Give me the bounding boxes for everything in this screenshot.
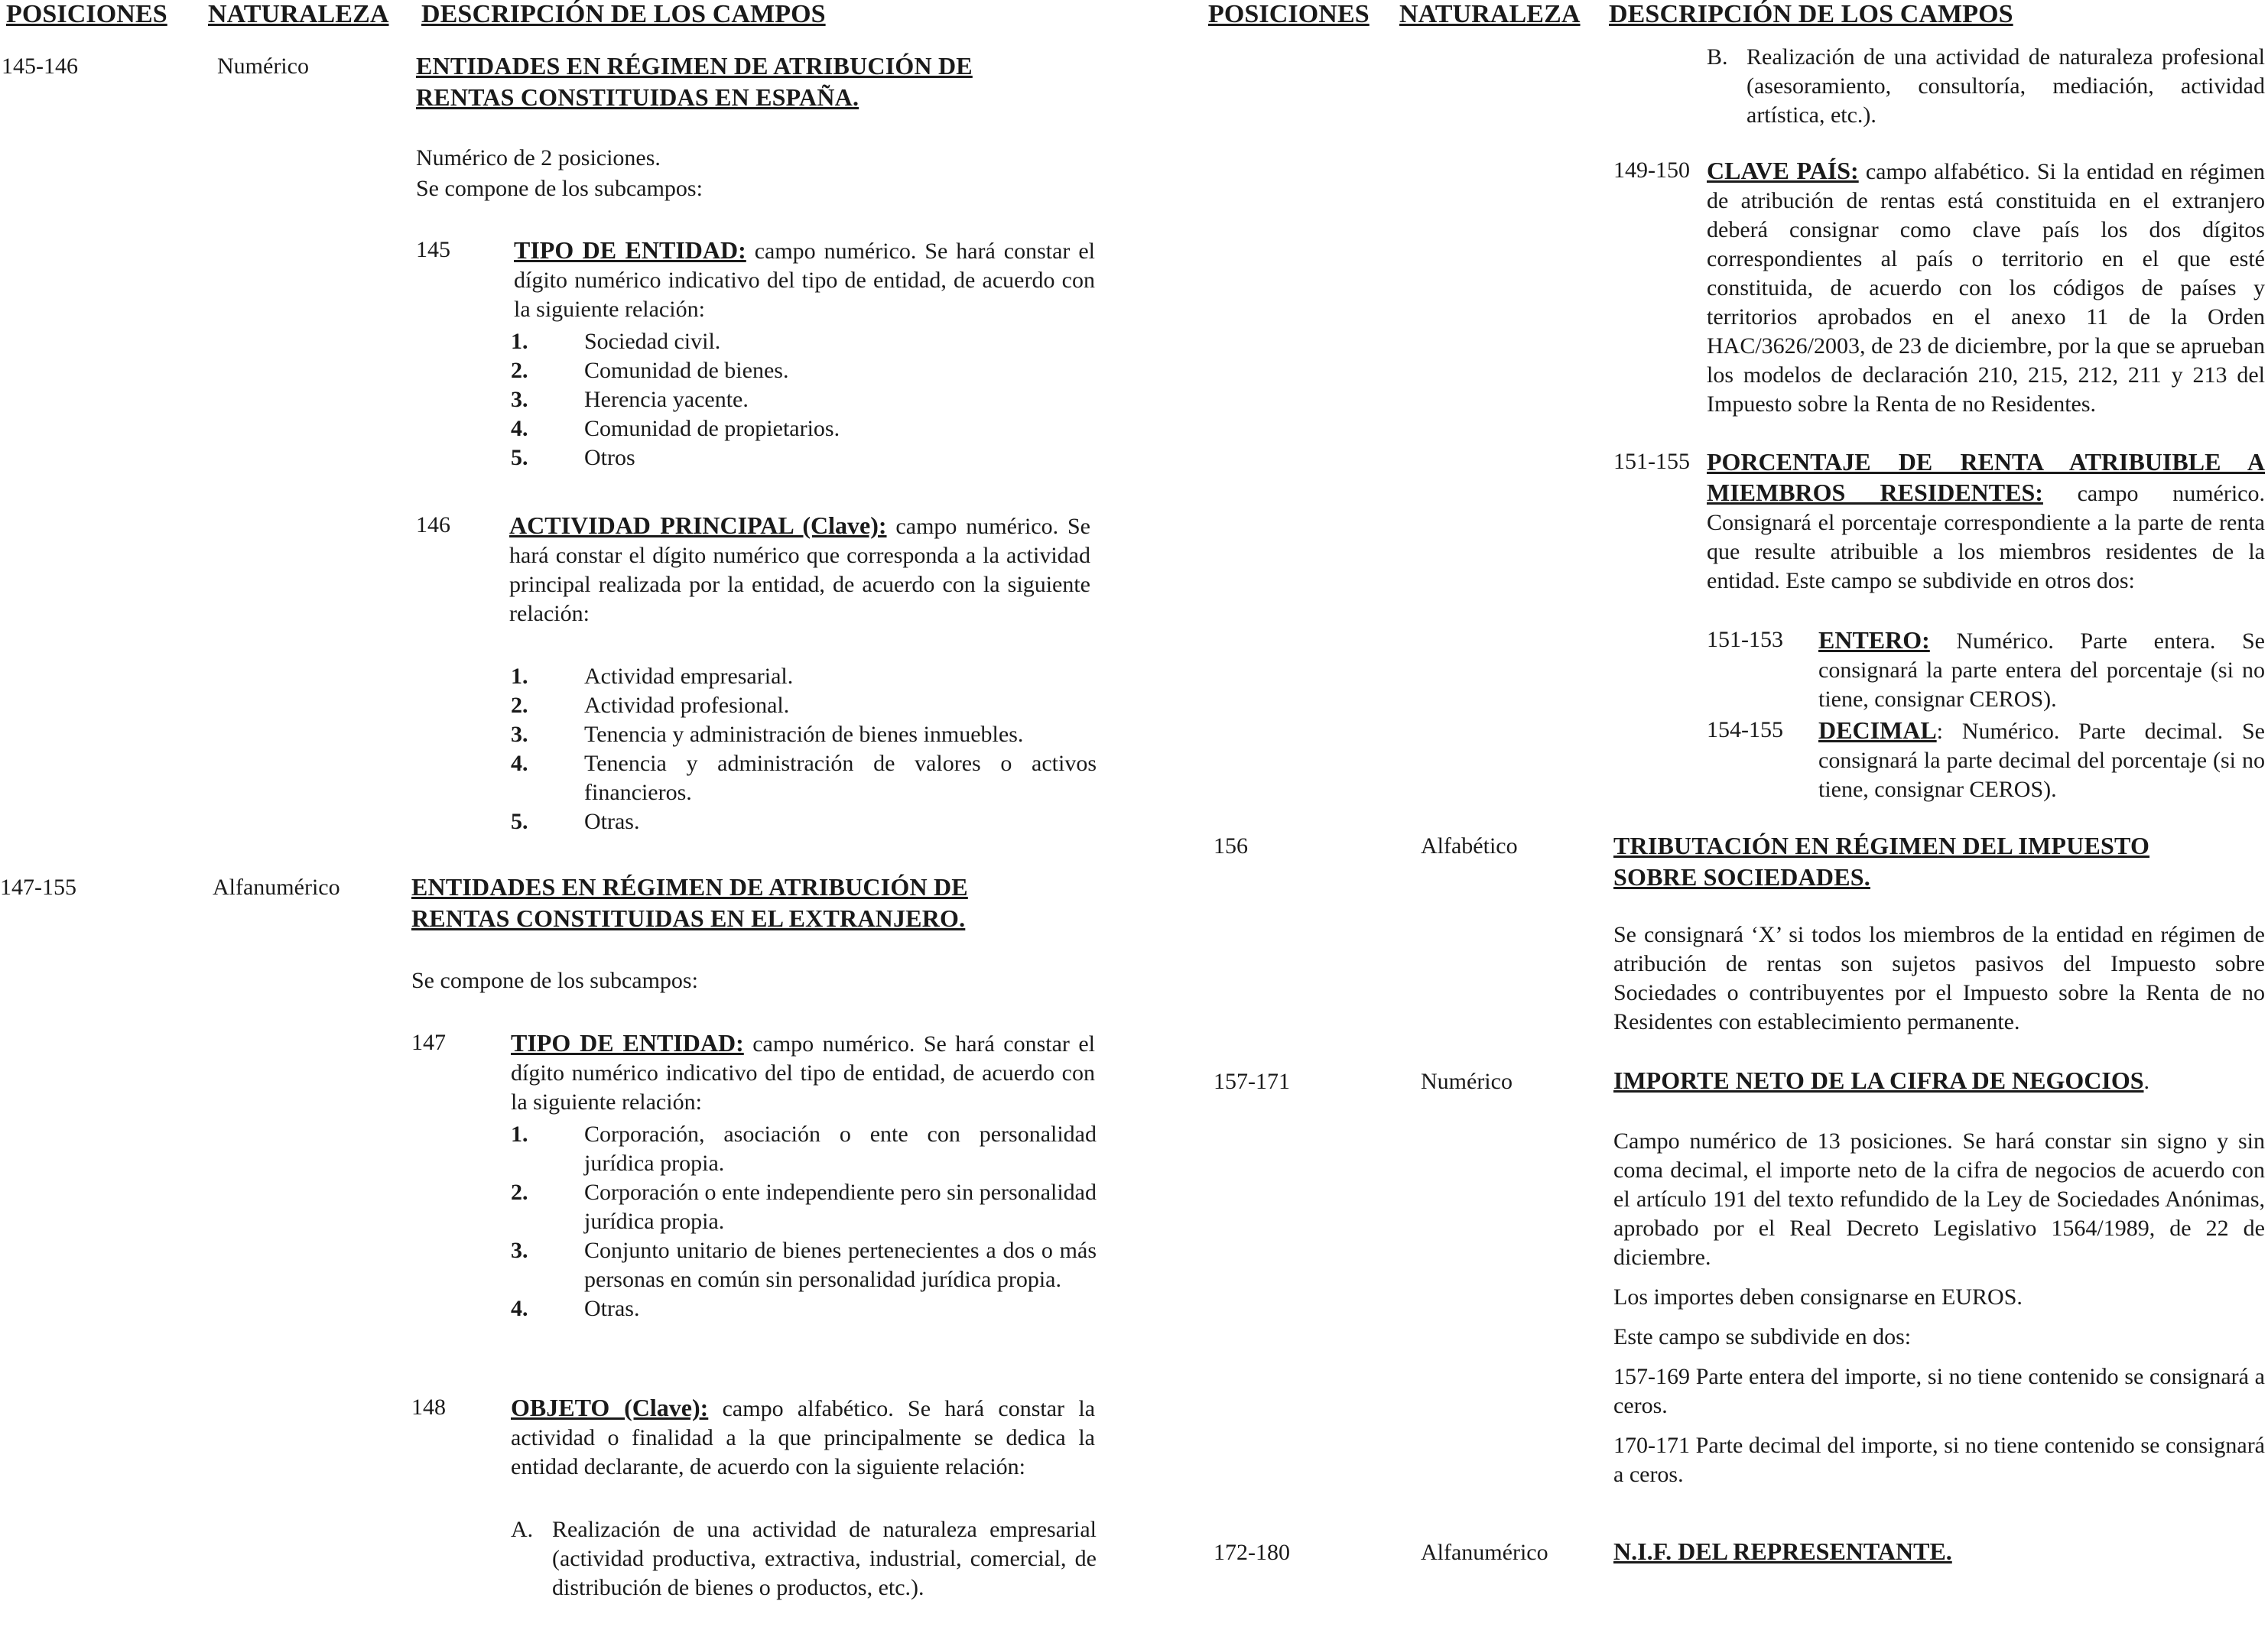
header-positions: POSICIONES bbox=[6, 0, 167, 28]
list-item-text: Actividad profesional. bbox=[584, 693, 790, 718]
list-item-text: Corporación o ente independiente pero sin personalidad jurídica propia. bbox=[584, 1180, 1097, 1234]
list-item-letter: A. bbox=[511, 1517, 534, 1542]
subfield-code: 148 bbox=[411, 1395, 446, 1420]
paragraph: Campo numérico de 13 posiciones. Se hará constar sin signo y sin coma decimal, el importe neto de la cifra de negocios de acuerdo con el artículo 191 del texto refundido de la Ley de Sociedades Anónimas, aprobado por el Real Decreto Legislativo 1564/1989, de 22 de diciembre. bbox=[1613, 1128, 2265, 1270]
list-item-text: Corporación, asociación o ente con personalidad jurídica propia. bbox=[584, 1122, 1097, 1176]
list-item-number: 4. bbox=[511, 1296, 528, 1321]
header-nature: NATURALEZA bbox=[208, 0, 389, 28]
list-item-text: Actividad empresarial. bbox=[584, 664, 794, 689]
list-item bbox=[511, 1515, 1097, 1602]
list-item-number: 5. bbox=[511, 809, 528, 834]
subfield-label: TIPO DE ENTIDAD: bbox=[514, 236, 746, 264]
list-item-text: Comunidad de bienes. bbox=[584, 358, 789, 383]
section-title-text: IMPORTE NETO DE LA CIFRA DE NEGOCIOS bbox=[1613, 1067, 2144, 1094]
row-nature: Alfanumérico bbox=[213, 875, 340, 900]
list-item bbox=[511, 385, 1097, 414]
subfield-body bbox=[511, 1393, 1095, 1482]
row-nature: Numérico bbox=[1421, 1069, 1513, 1094]
header-description: DESCRIPCIÓN DE LOS CAMPOS bbox=[421, 0, 826, 28]
subfield-code: 149-150 bbox=[1613, 157, 1690, 183]
subfield-label: CLAVE PAÍS: bbox=[1707, 157, 1859, 184]
section-title-line: RENTAS CONSTITUIDAS EN EL EXTRANJERO. bbox=[411, 904, 966, 932]
subfield-body bbox=[1818, 625, 2265, 714]
paragraph: 157-169 Parte entera del importe, si no tiene contenido se consignará a ceros. bbox=[1613, 1364, 2265, 1418]
list-item bbox=[511, 807, 1097, 836]
section-title bbox=[1613, 830, 2265, 893]
list-item-number: 3. bbox=[511, 722, 528, 747]
section-title-line: TRIBUTACIÓN EN RÉGIMEN DEL IMPUESTO bbox=[1613, 832, 2150, 859]
list-item-text: Conjunto unitario de bienes pertenecientes a dos o más personas en común sin personalidad jurídica propia. bbox=[584, 1238, 1097, 1292]
subfield-body bbox=[1707, 447, 2265, 596]
subfield-text: campo alfabético. Se hará constar la actividad o finalidad a la que principalmente se dedica la entidad declarante, de acuerdo con la siguiente relación: bbox=[511, 1396, 1096, 1479]
list-item bbox=[511, 1294, 1097, 1323]
subfield-text: : Numérico. Parte decimal. Se consignará la parte decimal del porcentaje (si no tiene, consignar CEROS). bbox=[1818, 719, 2265, 802]
paragraph: Se consignará ‘X’ si todos los miembros de la entidad en régimen de atribución de rentas son sujetos pasivos del Impuesto sobre Sociedades o contribuyentes por el Impuesto sobre la Renta de no Residentes con establecimiento permanente. bbox=[1613, 922, 2265, 1034]
subfield-label: OBJETO (Clave): bbox=[511, 1394, 709, 1421]
list-item bbox=[511, 691, 1097, 720]
list-item-text: Otras. bbox=[584, 1296, 640, 1321]
subfield-body bbox=[509, 511, 1090, 628]
list-148 bbox=[511, 1515, 1097, 1602]
right-column bbox=[1204, 0, 2268, 1630]
list-item-number: 1. bbox=[511, 664, 528, 689]
subfield-text: campo numérico. Se hará constar el dígito numérico que corresponda a la actividad principal realizada por la entidad, de acuerdo con la siguiente relación: bbox=[509, 514, 1090, 626]
section-title bbox=[1613, 1066, 2149, 1096]
list-item bbox=[511, 327, 1097, 356]
list-item bbox=[511, 1236, 1097, 1294]
list-item-text: Sociedad civil. bbox=[584, 329, 721, 354]
list-item-number: 2. bbox=[511, 358, 528, 383]
section-title-line: SOBRE SOCIEDADES. bbox=[1613, 863, 1870, 891]
list-item bbox=[511, 356, 1097, 385]
row-nature: Alfabético bbox=[1421, 833, 1518, 859]
list-146 bbox=[511, 662, 1097, 836]
list-item-text: Herencia yacente. bbox=[584, 387, 749, 412]
subfield-text: campo numérico. Consignará el porcentaje correspondiente a la parte de renta que resulte atribuible a los miembros residentes de la entidad. Este campo se subdivide en otros dos: bbox=[1707, 481, 2266, 593]
list-item-number: 2. bbox=[511, 693, 528, 718]
row-positions: 147-155 bbox=[0, 875, 76, 900]
list-item bbox=[1707, 43, 2265, 130]
section-title bbox=[411, 872, 1092, 934]
subfield-text: campo numérico. Se hará constar el dígito numérico indicativo del tipo de entidad, de acuerdo con la siguiente relación: bbox=[511, 1031, 1095, 1115]
list-item bbox=[511, 1178, 1097, 1236]
list-item bbox=[511, 720, 1097, 749]
list-item-text: Otras. bbox=[584, 809, 640, 834]
subfield-label: TIPO DE ENTIDAD: bbox=[511, 1029, 744, 1057]
subfield-code: 154-155 bbox=[1707, 717, 1783, 742]
list-item-number: 4. bbox=[511, 751, 528, 776]
list-item-number: 3. bbox=[511, 387, 528, 412]
intro-text: Numérico de 2 posiciones. bbox=[416, 145, 661, 170]
paragraph: Los importes deben consignarse en EUROS. bbox=[1613, 1284, 2023, 1310]
paragraph: 170-171 Parte decimal del importe, si no tiene contenido se consignará a ceros. bbox=[1613, 1433, 2265, 1487]
list-item-text: Otros bbox=[584, 445, 635, 470]
list-item-text: Realización de una actividad de naturaleza empresarial (actividad productiva, extractiva, industrial, comercial, de distribución de bienes o productos, etc.). bbox=[552, 1517, 1097, 1600]
list-148-cont bbox=[1707, 43, 2265, 130]
section-title-line: ENTIDADES EN RÉGIMEN DE ATRIBUCIÓN DE bbox=[411, 873, 968, 901]
header-description: DESCRIPCIÓN DE LOS CAMPOS bbox=[1609, 0, 2013, 28]
section-title bbox=[416, 50, 1089, 113]
section-title-line: ENTIDADES EN RÉGIMEN DE ATRIBUCIÓN DE bbox=[416, 52, 973, 80]
paragraph: Este campo se subdivide en dos: bbox=[1613, 1324, 1912, 1349]
row-positions: 156 bbox=[1214, 833, 1248, 859]
list-item-number: 4. bbox=[511, 416, 528, 441]
subfield-body bbox=[1818, 716, 2265, 804]
left-column bbox=[0, 0, 1101, 1630]
subfield-text: Numérico. Parte entera. Se consignará la parte entera del porcentaje (si no tiene, consignar CEROS). bbox=[1818, 628, 2265, 712]
intro-text: Se compone de los subcampos: bbox=[411, 968, 698, 993]
subfield-label: ACTIVIDAD PRINCIPAL (Clave): bbox=[509, 511, 887, 539]
row-positions: 145-146 bbox=[2, 54, 78, 79]
subfield-code: 146 bbox=[416, 512, 450, 537]
subfield-label: PORCENTAJE DE RENTA ATRIBUIBLE A MIEMBROS RESIDENTES: bbox=[1707, 448, 2265, 506]
paragraph-block bbox=[1613, 1127, 2265, 1489]
list-item bbox=[511, 443, 1097, 472]
list-item bbox=[511, 662, 1097, 691]
subfield-code: 151-153 bbox=[1707, 627, 1783, 652]
list-item-letter: B. bbox=[1707, 44, 1728, 70]
list-item-text: Tenencia y administración de valores o activos financieros. bbox=[584, 751, 1097, 805]
subfield-code: 145 bbox=[416, 237, 450, 262]
header-nature: NATURALEZA bbox=[1399, 0, 1581, 28]
subfield-label: DECIMAL bbox=[1818, 716, 1937, 744]
list-item-number: 2. bbox=[511, 1180, 528, 1205]
header-positions: POSICIONES bbox=[1208, 0, 1370, 28]
list-item-number: 5. bbox=[511, 445, 528, 470]
list-item-number: 1. bbox=[511, 1122, 528, 1147]
section-title: N.I.F. DEL REPRESENTANTE. bbox=[1613, 1537, 1952, 1565]
subfield-label: ENTERO: bbox=[1818, 626, 1930, 654]
list-item-number: 3. bbox=[511, 1238, 528, 1263]
intro-text: Se compone de los subcampos: bbox=[416, 176, 703, 201]
list-147 bbox=[511, 1120, 1097, 1323]
subfield-body bbox=[511, 1028, 1095, 1117]
row-nature: Numérico bbox=[217, 54, 309, 79]
list-item bbox=[511, 414, 1097, 443]
subfield-text: campo alfabético. Si la entidad en régimen de atribución de rentas está constituida en el extranjero deberá consignar como clave país los dos dígitos correspondientes al país o territorio en el que esté constituida, de acuerdo con los códigos de países y territorios aprobados en el anexo 11 de la Orden HAC/3626/2003, de 23 de diciembre, por la que se aprueban los modelos de declaración 210, 215, 212, 211 y 213 del Impuesto sobre la Renta de no Residentes. bbox=[1707, 159, 2265, 417]
row-nature: Alfanumérico bbox=[1421, 1540, 1548, 1565]
list-item-text: Tenencia y administración de bienes inmuebles. bbox=[584, 722, 1024, 747]
subfield-code: 147 bbox=[411, 1030, 446, 1055]
list-item bbox=[511, 1120, 1097, 1178]
row-positions: 157-171 bbox=[1214, 1069, 1290, 1094]
section-title-line: RENTAS CONSTITUIDAS EN ESPAÑA. bbox=[416, 83, 859, 111]
list-item-text: Realización de una actividad de naturaleza profesional (asesoramiento, consultoría, mediación, actividad artística, etc.). bbox=[1746, 44, 2265, 128]
subfield-body bbox=[514, 235, 1095, 324]
subfield-code: 151-155 bbox=[1613, 449, 1690, 474]
list-item-number: 1. bbox=[511, 329, 528, 354]
section-title-tail: . bbox=[2143, 1069, 2150, 1094]
subfield-text: campo numérico. Se hará constar el dígito numérico indicativo del tipo de entidad, de acuerdo con la siguiente relación: bbox=[514, 239, 1095, 322]
list-145 bbox=[511, 327, 1097, 472]
list-item bbox=[511, 749, 1097, 807]
row-positions: 172-180 bbox=[1214, 1540, 1290, 1565]
subfield-body bbox=[1707, 156, 2265, 419]
list-item-text: Comunidad de propietarios. bbox=[584, 416, 840, 441]
